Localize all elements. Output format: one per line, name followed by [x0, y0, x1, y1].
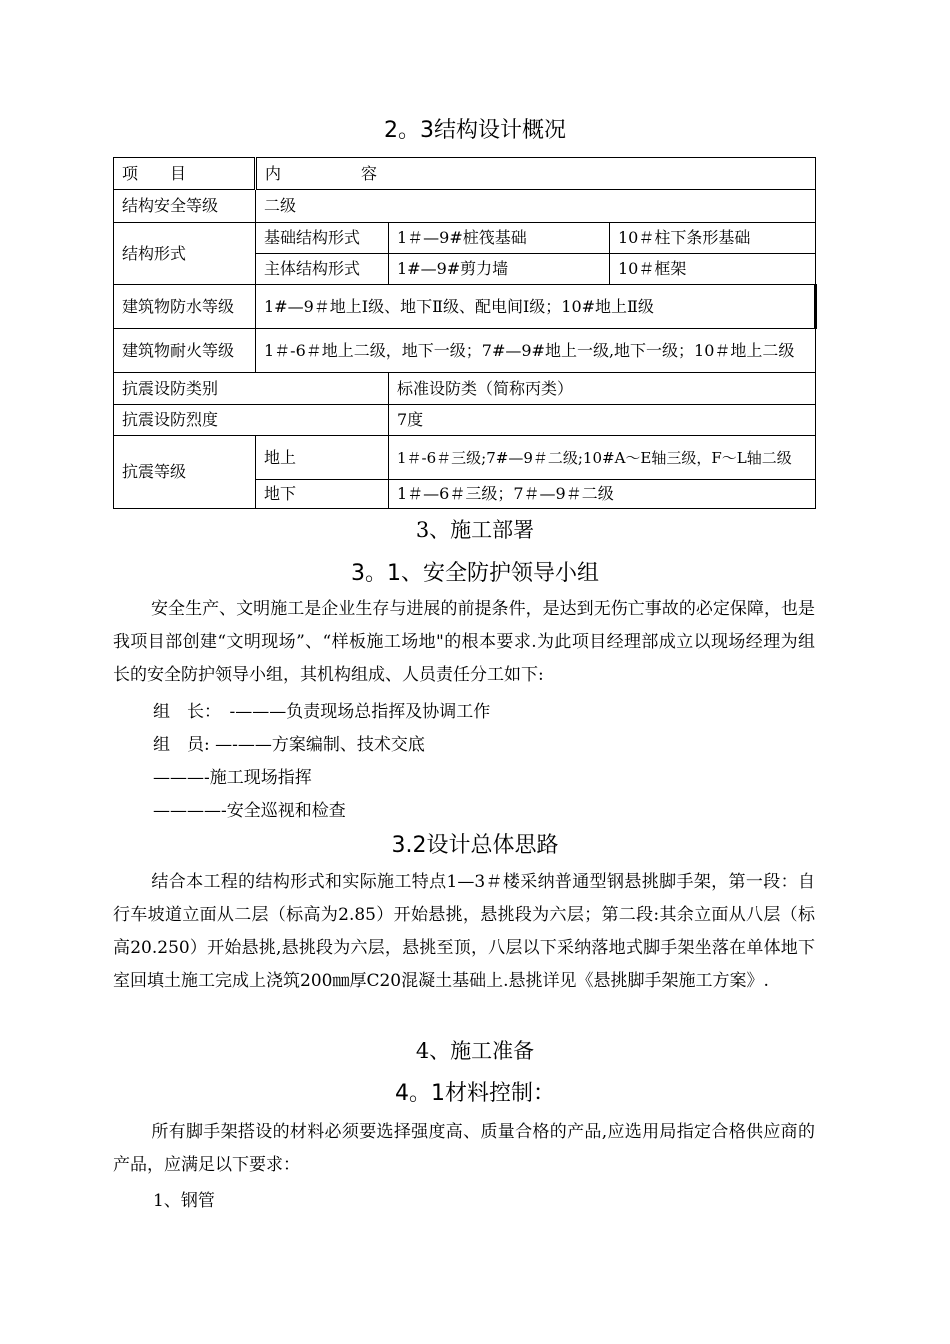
list-item: ————-安全巡视和检查 — [153, 801, 346, 821]
list-item: ———-施工现场指挥 — [153, 768, 312, 788]
list-item: 1、钢管 — [153, 1191, 215, 1211]
table-row — [114, 329, 816, 373]
list-item: 组 长： -———负责现场总指挥及协调工作 — [153, 702, 491, 722]
waterproof-label: 建筑物防水等级 — [114, 285, 256, 329]
seismic-category-label: 抗震设防类别 — [114, 373, 389, 405]
safety-level-label: 结构安全等级 — [114, 190, 256, 223]
section-3-2-paragraph — [113, 866, 815, 998]
section-4-1-title: 4。1材料控制： — [395, 1081, 555, 1106]
table-row — [114, 285, 816, 329]
section-3-2-paragraph-text: 结合本工程的结构形式和实际施工特点1—3＃楼采纳普通型钢悬挑脚手架，第一段：自行车坡道立面从二层（标高为2.85）开始悬挑，悬挑段为六层；第二段:其余立面从八层（标高20.250）开始悬挑,悬挑段为六层，悬挑至顶，八层以下采纳落地式脚手架坐落在单体地下室回填土施工完成上浇筑200㎜厚C20混凝土基础上.悬挑详见《悬挑脚手架施工方案》. — [113, 872, 815, 991]
section-3-2-title: 3.2设计总体思路 — [391, 833, 559, 858]
header-item: 项 目 — [114, 158, 256, 190]
table-header-row — [114, 158, 816, 190]
header-content: 内 容 — [256, 158, 816, 190]
waterproof-value: 1#—9＃地上Ⅰ级、地下Ⅱ级、配电间Ⅰ级；10#地上Ⅱ级 — [256, 285, 816, 329]
safety-level-value: 二级 — [256, 190, 816, 223]
table-row — [114, 190, 816, 223]
section-4-title: 4、施工准备 — [415, 1039, 535, 1063]
seismic-intensity-label: 抗震设防烈度 — [114, 405, 389, 436]
fire-label: 建筑物耐火等级 — [114, 329, 256, 373]
section-4-1-paragraph-text: 所有脚手架搭设的材料必须要选择强度高、质量合格的产品,应选用局指定合格供应商的产品，应满足以下要求： — [113, 1122, 815, 1175]
seismic-below-label: 地下 — [256, 480, 389, 509]
foundation-form-b: 10＃柱下条形基础 — [610, 223, 816, 254]
table-row — [114, 373, 816, 405]
seismic-category-value: 标准设防类（简称丙类） — [389, 373, 816, 405]
seismic-grade-label: 抗震等级 — [114, 436, 256, 509]
seismic-above-value: 1＃-6＃三级;7#—9＃二级;10#A～E轴三级，F～L轴二级 — [389, 436, 816, 480]
fire-value: 1＃-6＃地上二级，地下一级；7#—9#地上一级,地下一级；10＃地上二级 — [256, 329, 816, 373]
structure-design-table — [113, 157, 817, 509]
section-3-1-title: 3。1、安全防护领导小组 — [351, 561, 599, 586]
seismic-below-value: 1＃—6＃三级；7＃—9＃二级 — [389, 480, 816, 509]
structure-form-label: 结构形式 — [114, 223, 256, 285]
main-form-b: 10＃框架 — [610, 254, 816, 285]
seismic-intensity-value: 7度 — [389, 405, 816, 436]
foundation-form-label: 基础结构形式 — [256, 223, 389, 254]
section-3-1-paragraph-text: 安全生产、文明施工是企业生存与进展的前提条件，是达到无伤亡事故的必定保障，也是我项目部创建“文明现场”、“样板施工场地"的根本要求.为此项目经理部成立以现场经理为组长的安全防护领导小组，其机构组成、人员责任分工如下: — [113, 599, 815, 685]
seismic-above-label: 地上 — [256, 436, 389, 480]
main-form-label: 主体结构形式 — [256, 254, 389, 285]
section-3-title: 3、施工部署 — [415, 518, 535, 542]
table-row — [114, 436, 816, 480]
list-item: 组 员: —-——方案编制、技术交底 — [153, 735, 425, 755]
section-3-1-paragraph — [113, 593, 815, 692]
section-2-3-title: 2。3结构设计概况 — [384, 118, 566, 143]
table-row — [114, 405, 816, 436]
main-form-a: 1#—9#剪力墙 — [389, 254, 610, 285]
foundation-form-a: 1＃—9#桩筏基础 — [389, 223, 610, 254]
table-row — [114, 223, 816, 254]
section-4-1-paragraph — [113, 1116, 815, 1182]
